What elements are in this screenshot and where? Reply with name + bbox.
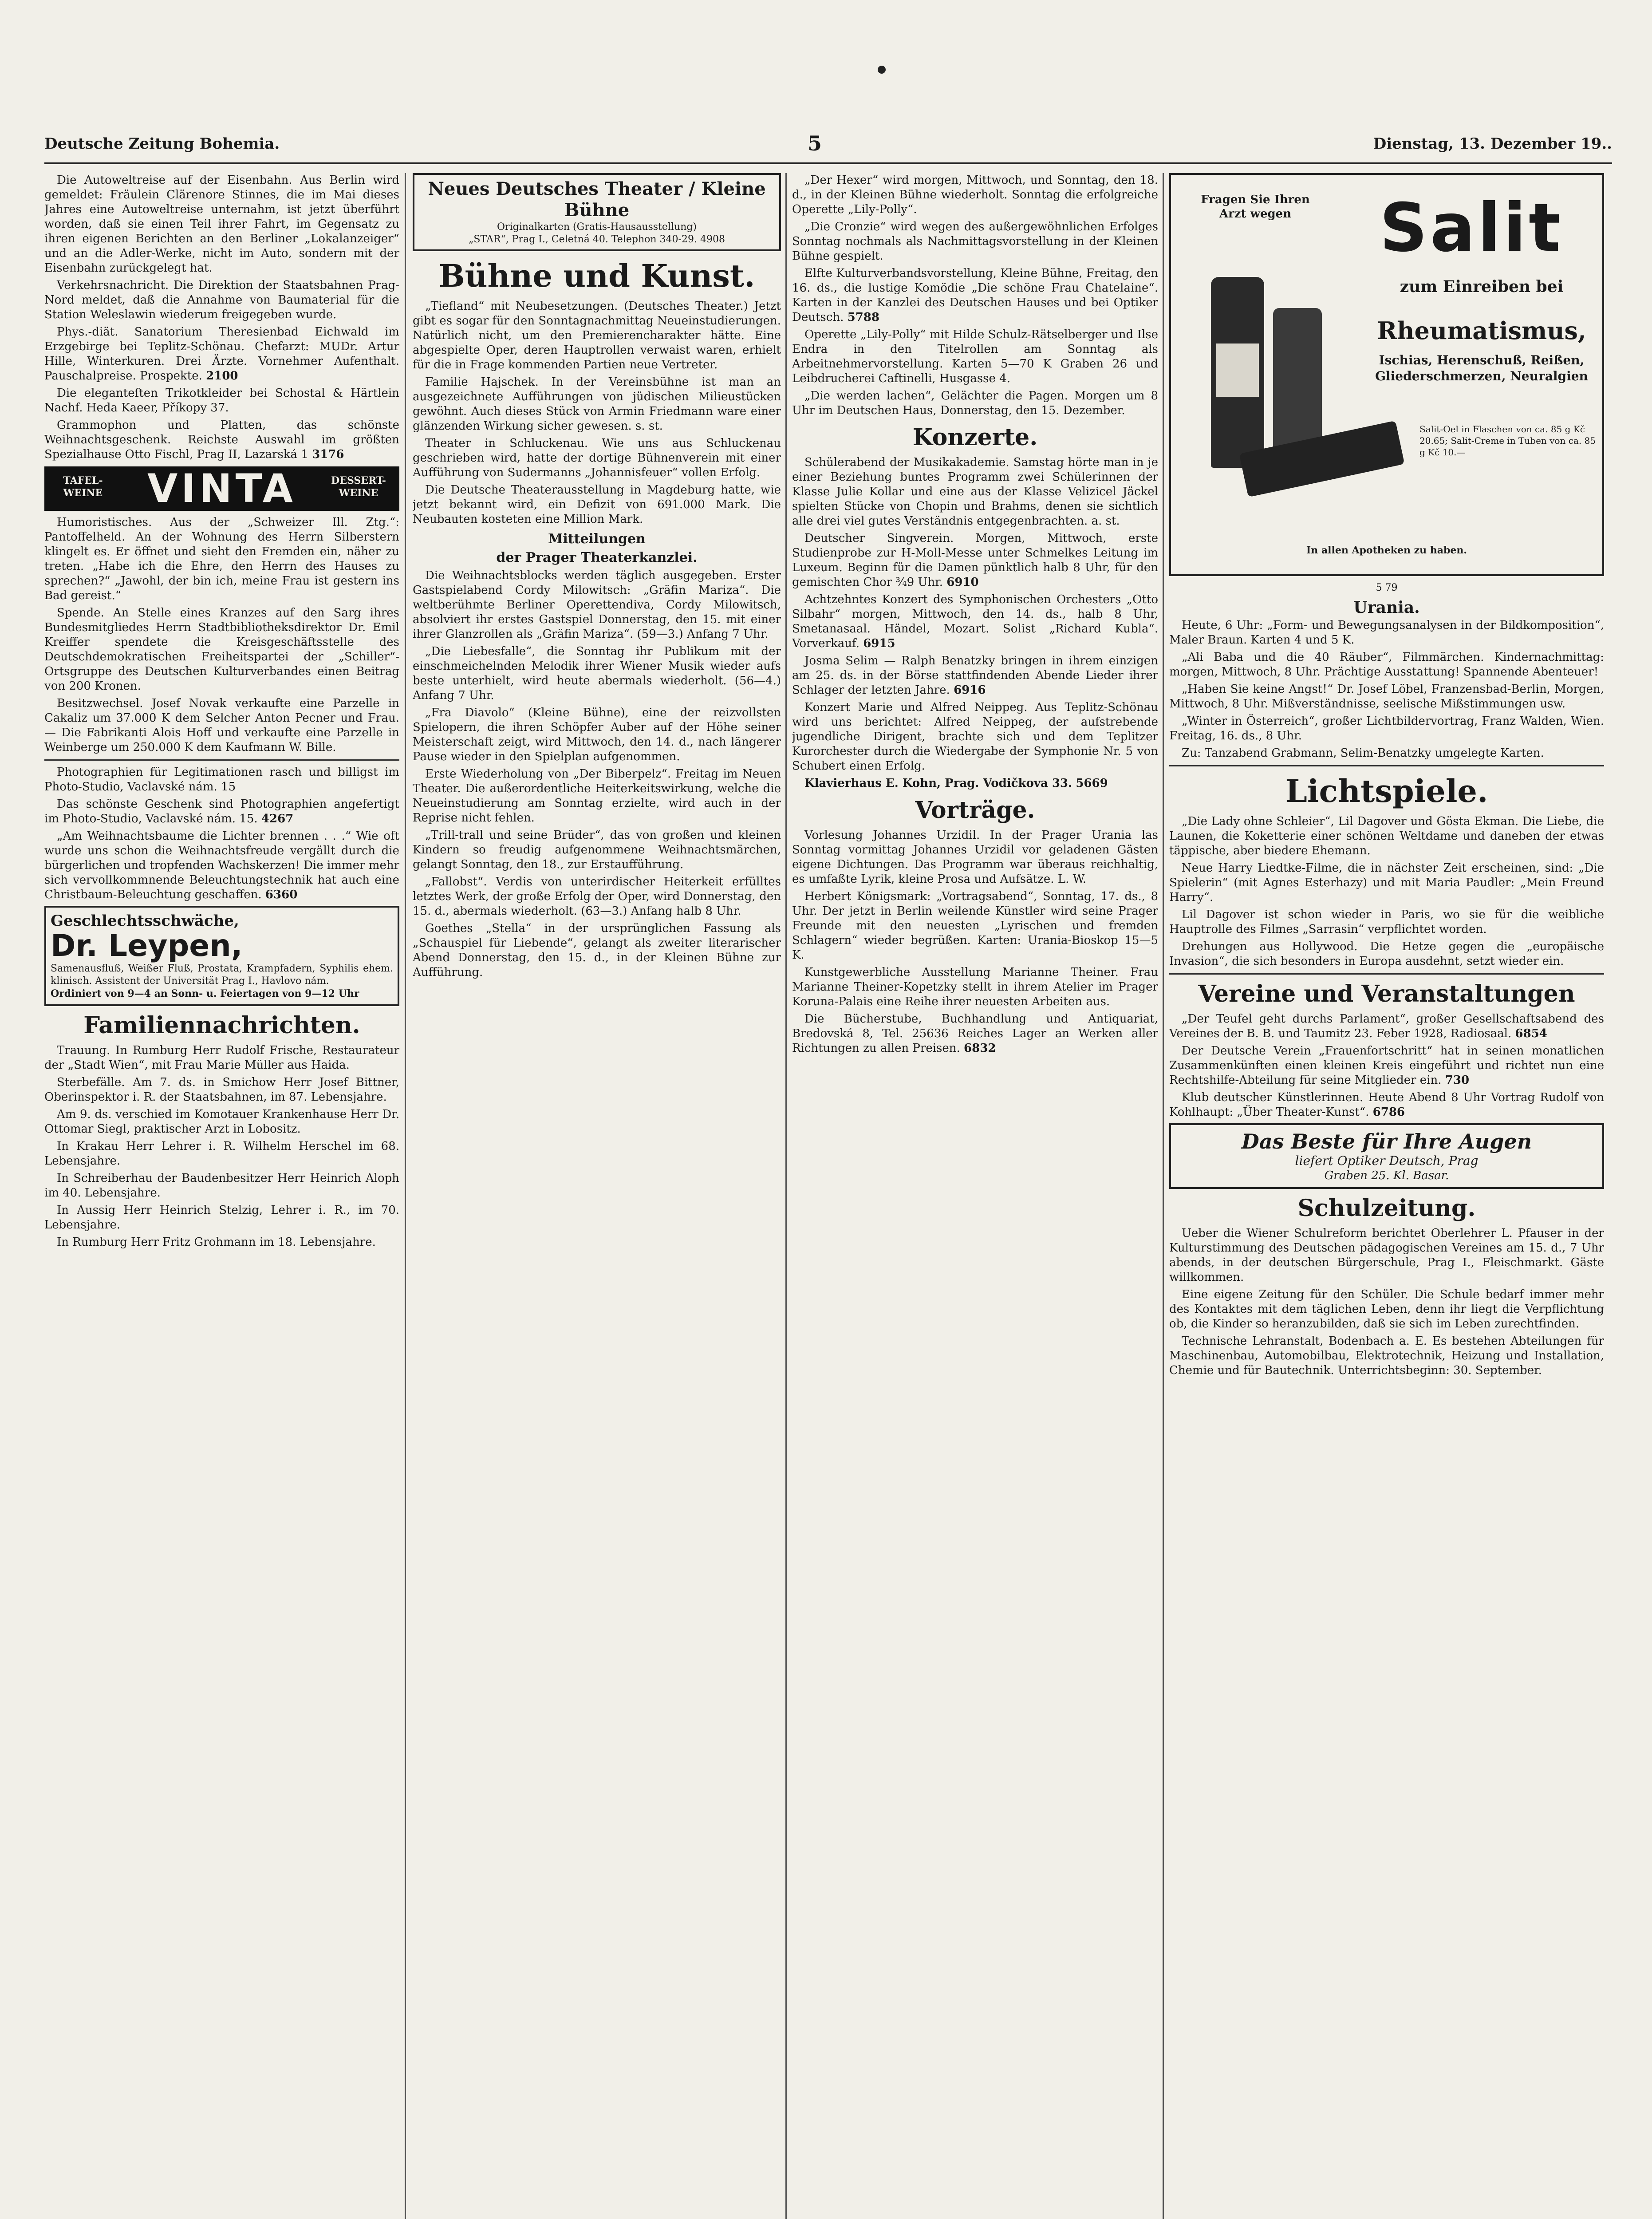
article-tiefland: „Tiefland“ mit Neubesetzungen. (Deutsches Theater.) Jetzt gibt es sogar für den Sonntagnachmittag Neueinstudierungen. Natürlich nicht, um den Premierencharakter hätte. Eine abgespielte Oper, deren Hauptrollen verwaist waren, erhielt für die in Frage kommenden Partien neue Vertreter. — [413, 300, 781, 371]
ad-salit — [1169, 173, 1604, 576]
leypen-name: Dr. Leypen, — [51, 928, 243, 963]
ad-sanatorium: Phys.-diät. Sanatorium Theresienbad Eichwald im Erzgebirge bei Teplitz-Schönau. Chefarzt: MUDr. Artur Hille, Winterkuren. Drei Ärzte. Vornehmer Aufenthalt. Pauschalpreise. Prospekte. 2100 — [44, 325, 399, 383]
leypen-headline: Geschlechtsschwäche, — [51, 912, 239, 930]
leypen-info: Samenausfluß, Weißer Fluß, Prostata, Krampfadern, Syphilis ehem. klinisch. Assistent der Universität Prag I., Havlovo nám. — [51, 963, 393, 987]
theater-sub: Originalkarten (Gratis-Hausausstellung) — [497, 221, 697, 233]
divider — [1169, 765, 1604, 766]
salit-sub: zum Einreiben bei — [1400, 277, 1564, 296]
salit-footer: In allen Apotheken zu haben. — [1306, 545, 1467, 556]
article-schluckenau: Theater in Schluckenau. Wie uns aus Schluckenau geschrieben wird, hatte der dortige Bühnenverein mit einer Aufführung von Sudermanns „Johannisfeuer“ vollen Erfolg. — [413, 437, 781, 479]
optiker-headline: Das Beste für Ihre Augen — [1241, 1129, 1532, 1153]
article-biberpelz: Erste Wiederholung von „Der Biberpelz“. Freitag im Neuen Theater. Die außerordentliche Heiterkeitswirkung, welche die Neueinstudierung am Sonntag erzielte, wird auch in der Reprise nicht fehlen. — [413, 767, 781, 825]
article-fallobst: „Fallobst“. Verdis von unterirdischer Heiterkeit erfülltes letztes Werk, der große Erfolg der Oper, wird Donnerstag, den 15. d., abermals wiederholt. (63—3.) Anfang halb 8 Uhr. — [413, 875, 781, 918]
article-milowitsch: Die Weihnachtsblocks werden täglich ausgegeben. Erster Gastspielabend Cordy Milowitsch: „Gräfin Mariza“. Die weltberühmte Berliner Operettendiva, Cordy Milowitsch, absolviert ihr erstes Gastspiel Donnerstag, den 15. mit einer ihrer Glanzrollen als „Gräfin Mariza“. (59—3.) Anfang 7 Uhr. — [413, 569, 781, 641]
article-hajschek: Familie Hajschek. In der Vereinsbühne ist man an ausgezeichnete Aufführungen von jüdischen Milieustücken gewöhnt. Auch dieses Stück von Armin Friedmann ware einer glänzenden Wirkung sicher gewesen. s. st. — [413, 375, 781, 433]
ad-optiker — [1169, 1123, 1604, 1189]
article-lily-polly: Operette „Lily-Polly“ mit Hilde Schulz-Rätselberger und Ilse Endra in den Titelrollen am Sonntag als Arbeitnehmervorstellung. Karten 5—70 K Graben 26 und Leibdrucherei Caftinelli, Husgasse 4. — [792, 328, 1158, 385]
article-liedtke: Neue Harry Liedtke-Filme, die in nächster Zeit erscheinen, sind: „Die Spielerin“ (mit Agnes Esterhazy) und mit Maria Paudler: „Mein Freund Harry“. — [1169, 861, 1604, 904]
ad-klavierhaus: Klavierhaus E. Kohn, Prag. Vodičkova 33. 5669 — [804, 777, 1108, 790]
article-selim-benatzky: Josma Selim — Ralph Benatzky bringen in ihrem einzigen am 25. ds. in der Börse stattfindenden Abende Lieder ihrer Schlager der letzten Jahre. 6916 — [792, 654, 1158, 697]
section-title-vortraege: Vorträge. — [915, 797, 1035, 824]
article-neippeg: Konzert Marie und Alfred Neippeg. Aus Teplitz-Schönau wird uns berichtet: Alfred Neippeg, der aufstrebende jugendliche Dirigent, brachte sich und dem Teplitzer Kurorchester durch die Wiedergabe der Symphonie Nr. 5 von Schubert einen Erfolg. — [792, 701, 1158, 773]
article-hollywood: Drehungen aus Hollywood. Die Hetze gegen die „europäische Invasion“, die sich besonders in Europa ausdehnt, setzt wieder ein. — [1169, 940, 1604, 968]
article-trill-trall: „Trill-trall und seine Brüder“, das von großen und kleinen Kindern so freudig aufgenommene Weihnachtsmärchen, gelangt Sonntag, den 18., zur Erstaufführung. — [413, 829, 781, 871]
notice-sterbefall: In Aussig Herr Heinrich Stelzig, Lehrer i. R., im 70. Lebensjahre. — [44, 1204, 399, 1232]
notice-sterbefall: In Schreiberhau der Baudenbesitzer Herr Heinrich Aloph im 40. Lebensjahre. — [44, 1172, 399, 1200]
article-kulturverband: Elfte Kulturverbandsvorstellung, Kleine Bühne, Freitag, den 16. ds., die lustige Komödie „Die schöne Frau Chatelaine“. Karten in der Kanzlei des Deutschen Hauses und bei Optiker Deutsch. 5788 — [792, 267, 1158, 324]
article-singverein: Deutscher Singverein. Morgen, Mittwoch, erste Studienprobe zur H-Moll-Messe unter Schmelkes Leitung im Luxeum. Beginn für die Damen pünktlich halb 8 Uhr, für den gemischten Chor ¾9 Uhr. 6910 — [792, 532, 1158, 589]
vinta-right-label: DESSERT-WEINE — [331, 475, 386, 499]
article-teufel: „Der Teufel geht durchs Parlament“, großer Gesellschaftsabend des Vereines der B. B. und Taumitz 23. Feber 1928, Radiosaal. 6854 — [1169, 1012, 1604, 1040]
article-humor: Humoristisches. Aus der „Schweizer Ill. Ztg.“: Pantoffelheld. An der Wohnung des Herrn Silberstern klingelt es. Er öffnet und sieht den Fremden ein, näher zu treten. „Habe ich die Ehre, den Herrn des Hauses zu sprechen?“ „Jawohl, der bin ich, meine Frau ist gestern ins Bad gereist.“ — [44, 516, 399, 602]
ad-leypen — [44, 906, 399, 1006]
section-title-vereine: Vereine und Veranstaltungen — [1198, 980, 1575, 1007]
ad-photo-2: Das schönste Geschenk sind Photographien angefertigt im Photo-Studio, Vaclavské nám. 15. 4267 — [44, 798, 399, 825]
article-urania-2: „Ali Baba und die 40 Räuber“, Filmmärchen. Kindernachmittag: morgen, Mittwoch, 8 Uhr. Prächtige Ausstattung! Spannende Abenteuer! — [1169, 651, 1604, 679]
column-rule — [1163, 173, 1164, 2219]
subheading: Mitteilungen — [548, 531, 646, 547]
vinta-logo: VINTA — [147, 466, 296, 511]
subheading: der Prager Theaterkanzlei. — [496, 550, 698, 565]
optiker-address: Graben 25. Kl. Basar. — [1324, 1169, 1449, 1182]
ad-photo-1: Photographien für Legitimationen rasch und billigst im Photo-Studio, Vaclavské nám. 15 — [44, 766, 399, 794]
running-head — [44, 131, 1612, 164]
notice-sterbefall: Sterbefälle. Am 7. ds. in Smichow Herr Josef Bittner, Oberinspektor i. R. der Staatsbahnen, im 87. Lebensjahre. — [44, 1076, 399, 1104]
salit-pretext: Fragen Sie Ihren Arzt wegen — [1201, 193, 1310, 221]
divider — [44, 759, 399, 761]
ad-vinta — [44, 466, 399, 511]
salit-rheuma: Rheumatismus, — [1377, 316, 1586, 345]
section-title-lichtspiele: Lichtspiele. — [1285, 773, 1488, 809]
article-dagover: Lil Dagover ist schon wieder in Paris, wo sie für die weibliche Hauptrolle des Filmes „Sarrasin“ verpflichtet worden. — [1169, 908, 1604, 936]
article-theiner: Kunstgewerbliche Ausstellung Marianne Theiner. Frau Marianne Theiner-Kopetzky stellt in ihrem Atelier im Prager Koruna-Palais eine Reihe ihrer neuesten Arbeiten aus. — [792, 966, 1158, 1008]
section-title-schulzeitung: Schulzeitung. — [1297, 1195, 1476, 1222]
notice-trauung: Trauung. In Rumburg Herr Rudolf Frische, Restaurateur der „Stadt Wien“, mit Frau Marie Müller aus Haida. — [44, 1044, 399, 1072]
ad-number: 5 79 — [1376, 582, 1398, 593]
article-urania-4: „Winter in Österreich“, großer Lichtbildervortrag, Franz Walden, Wien. Freitag, 16. ds., 8 Uhr. — [1169, 715, 1604, 742]
article-lady: „Die Lady ohne Schleier“, Lil Dagover und Gösta Ekman. Die Liebe, die Launen, die Koketterie einer schönen Weltdame und daneben der etwas täppische, aber biedere Ehemann. — [1169, 815, 1604, 857]
article-lehranstalt: Technische Lehranstalt, Bodenbach a. E. Es bestehen Abteilungen für Maschinenbau, Automobilbau, Elektrotechnik, Heizung und Installation, Chemie und für Bautechnik. Unterrichtsbeginn: 30. September. — [1169, 1335, 1604, 1377]
article-urania-1: Heute, 6 Uhr: „Form- und Bewegungsanalysen in der Bildkomposition“, Maler Braun. Karten 4 und 5 K. — [1169, 619, 1604, 647]
bottle-icon — [1211, 277, 1264, 468]
article-autoweltreise: Die Autoweltreise auf der Eisenbahn. Aus Berlin wird gemeldet: Fräulein Clärenore Stinnes, die im Mai dieses Jahres eine Autoweltreise unternahm, ist jetzt überführt worden, daß sie einen Teil ihrer Fahrt, im Gegensatz zu ihren eigenen Berichten an den Berliner „Lokalanzeiger“ und an die Adler-Werke, nicht im Auto, sondern mit der Eisenbahn zurückgelegt hat. — [44, 174, 399, 275]
column-rule — [405, 173, 406, 2219]
section-title-buehne: Bühne und Kunst. — [438, 257, 755, 294]
masthead-title: Deutsche Zeitung Bohemia. — [44, 135, 280, 153]
article-urzidil: Vorlesung Johannes Urzidil. In der Prager Urania las Sonntag vormittag Johannes Urzidil vor geladenen Gästen eigene Dichtungen. Das Programm war überaus reichhaltig, es umfaßte Lyrik, kleine Prosa und Aufsätze. L. W. — [792, 829, 1158, 886]
column-2 — [413, 173, 781, 2219]
vinta-left-label: TAFEL-WEINE — [63, 475, 103, 499]
article-cronzie: „Die Cronzie“ wird wegen des außergewöhnlichen Erfolges Sonntag nochmals als Nachmittagsvorstellung in der Kleinen Bühne gespielt. — [792, 220, 1158, 263]
section-title-urania: Urania. — [1353, 598, 1420, 617]
article-verkehr: Verkehrsnachricht. Die Direktion der Staatsbahnen Prag-Nord meldet, daß die Annahme von Baumaterial für die Station Weleslawin wiederum freigegeben wurde. — [44, 279, 399, 321]
article-schuelerzeitung: Eine eigene Zeitung für den Schüler. Die Schule bedarf immer mehr des Kontaktes mit dem täglichen Leben, denn ihr liegt die Verpflichtung ob, die Kinder so heranzubilden, daß sie sich im Leben zurechtfinden. — [1169, 1288, 1604, 1331]
article-urania-3: „Haben Sie keine Angst!“ Dr. Josef Löbel, Franzensbad-Berlin, Morgen, Mittwoch, 8 Uhr. Mißverständnisse, seelische Mißstimmungen usw. — [1169, 683, 1604, 711]
article-hexer: „Der Hexer“ wird morgen, Mittwoch, und Sonntag, den 18. d., in der Kleinen Bühne wiederholt. Sonntag die erfolgreiche Operette „Lily-Polly“. — [792, 174, 1158, 216]
notice-sterbefall: In Krakau Herr Lehrer i. R. Wilhelm Herschel im 68. Lebensjahre. — [44, 1140, 399, 1168]
salit-list: Ischias, Herenschuß, Reißen, Gliederschmerzen, Neuralgien — [1375, 353, 1588, 383]
article-schulreform: Ueber die Wiener Schulreform berichtet Oberlehrer L. Pfauser in der Kulturstimmung des Deutschen pädagogischen Vereines am 15. d., 7 Uhr abends, in der deutschen Bürgerschule, Prag I., Fleischmarkt. Gäste willkommen. — [1169, 1227, 1604, 1284]
article-kuenstlerinnen: Klub deutscher Künstlerinnen. Heute Abend 8 Uhr Vortrag Rudolf von Kohlhaupt: „Über Theater-Kunst“. 6786 — [1169, 1091, 1604, 1119]
ad-trikotkleider: Die eleganteſten Trikotkleider bei Schostal & Härtlein Nachf. Heda Kaeer, Příkopy 37. — [44, 387, 399, 415]
column-1 — [44, 173, 399, 2219]
page-number: 5 — [808, 131, 822, 155]
optiker-line: liefert Optiker Deutsch, Prag — [1295, 1153, 1479, 1168]
article-lachen: „Die werden lachen“, Gelächter die Pagen. Morgen um 8 Uhr im Deutschen Haus, Donnerstag, den 15. Dezember. — [792, 389, 1158, 417]
article-musikakademie: Schülerabend der Musikakademie. Samstag hörte man in je einer Beziehung buntes Programm zwei Schülerinnen der Klasse Julie Kollar und eine aus der Klasse Velizicel Jäckel spielten Stücke von Chopin und Brahms, denen sie sichtlich alle drei viel gutes Verständnis entgegenbrachten. a. st. — [792, 456, 1158, 528]
column-4 — [1169, 173, 1604, 2219]
column-rule — [785, 173, 787, 2219]
theater-title: Neues Deutsches Theater / Kleine Bühne — [428, 178, 766, 221]
article-besitzwechsel: Besitzwechsel. Josef Novak verkaufte eine Parzelle in Cakaliz um 37.000 K dem Selcher Anton Pecner und Frau. — Die Fabrikanti Alois Hoff und verkaufte eine Parzelle in Weinberge um 250.000 K dem Kaufmann W. Bille. — [44, 697, 399, 754]
notice-sterbefall: Am 9. ds. verschied im Komotauer Krankenhause Herr Dr. Ottomar Siegl, praktischer Arzt in Lobositz. — [44, 1108, 399, 1136]
ad-grammophon: Grammophon und Platten, das schönste Weihnachtsgeschenk. Reichste Auswahl im größten Spezialhause Otto Fischl, Prag II, Lazarská 1 3176 — [44, 419, 399, 461]
article-symphonie: Achtzehntes Konzert des Symphonischen Orchesters „Otto Silbahr“ morgen, Mittwoch, den 14. ds., halb 8 Uhr, Smetanasaal. Händel, Mozart. Solist „Richard Kubla“. Vorverkauf. 6915 — [792, 593, 1158, 650]
article-frauenfortschritt: Der Deutsche Verein „Frauenfortschritt“ hat in seinen monatlichen Zusammenkünften einen kleinen Kreis eingeführt und richtet nun eine Rechtshilfe-Abteilung für seine Mitglieder ein. 730 — [1169, 1044, 1604, 1087]
salit-logo: Salit — [1380, 190, 1563, 267]
section-title-family: Familiennachrichten. — [83, 1012, 360, 1039]
article-urania-5: Zu: Tanzabend Grabmann, Selim-Benatzky umgelegte Karten. — [1182, 746, 1544, 760]
issue-date: Dienstag, 13. Dezember 19.. — [1373, 135, 1612, 153]
divider — [1169, 973, 1604, 975]
salit-price: Salit-Oel in Flaschen von ca. 85 g Kč 20.65; Salit-Creme in Tuben von ca. 85 g Kč 10.— — [1419, 424, 1596, 458]
section-title-konzerte: Konzerte. — [912, 424, 1038, 451]
article-spende: Spende. An Stelle eines Kranzes auf den Sarg ihres Bundesmitgliedes Herrn Stadtbibliotheksdirektor Dr. Emil Kreiffer spendete die Kreisgeschäftsstelle des Deutschdemokratischen Freiheitspartei der „Schiller“-Ortsgruppe des Deutschen Kulturverbandes einen Beitrag von 200 Kronen. — [44, 606, 399, 693]
ad-christbaum: „Am Weihnachtsbaume die Lichter brennen . . .“ Wie oft wurde uns schon die Weihnachtsfreude vergällt durch die bürgerlichen und tropfenden Wachskerzen! Die immer mehr sich vervollkommnende Beleuchtungstechnik hat auch eine Christbaum-Beleuchtung geschaffen. 6360 — [44, 829, 399, 901]
article-magdeburg: Die Deutsche Theaterausstellung in Magdeburg hatte, wie jetzt bekannt wird, ein Defizit von 691.000 Mark. Die Neubauten kosteten eine Million Mark. — [413, 483, 781, 526]
column-3 — [792, 173, 1158, 2219]
article-koenigsmark: Herbert Königsmark: „Vortragsabend“, Sonntag, 17. ds., 8 Uhr. Der jetzt in Berlin weilende Künstler wird seine Prager Freunde mit den neuesten „Lyrischen und fremden Schlagern“ wieder begrüßen. Karten: Urania-Bioskop 15—5 K. — [792, 890, 1158, 962]
article-liebesfalle: „Die Liebesfalle“, die Sonntag ihr Publikum mit der einschmeichelnden Melodik ihrer Wiener Musik wieder aufs beste unterhielt, wird heute abermals wiederholt. (56—4.) Anfang 7 Uhr. — [413, 645, 781, 702]
article-fra-diavolo: „Fra Diavolo“ (Kleine Bühne), eine der reizvollsten Spielopern, die ihren Schöpfer Auber auf der Höhe seiner Meisterschaft zeigt, wird Mittwoch, den 14. d., nach längerer Pause wieder in den Spielplan aufgenommen. — [413, 706, 781, 763]
notice-sterbefall: In Rumburg Herr Fritz Grohmann im 18. Lebensjahre. — [57, 1236, 376, 1249]
article-stella: Goethes „Stella“ in der ursprünglichen Fassung als „Schauspiel für Liebende“, gelangt als zweiter literarischer Abend Donnerstag, den 15. d., in der Kleinen Bühne zur Aufführung. — [413, 922, 781, 979]
ad-buecherstube: Die Bücherstube, Buchhandlung und Antiquariat, Bredovská 8, Tel. 25636 Reiches Lager an Werken aller Richtungen zu allen Preisen. 6832 — [792, 1012, 1158, 1055]
binding-hole — [878, 66, 886, 74]
theater-address: „STAR“, Prag I., Celetná 40. Telephon 340-29. 4908 — [469, 234, 725, 245]
leypen-hours: Ordiniert von 9—4 an Sonn- u. Feiertagen von 9—12 Uhr — [51, 988, 359, 999]
ad-theater — [413, 173, 781, 251]
